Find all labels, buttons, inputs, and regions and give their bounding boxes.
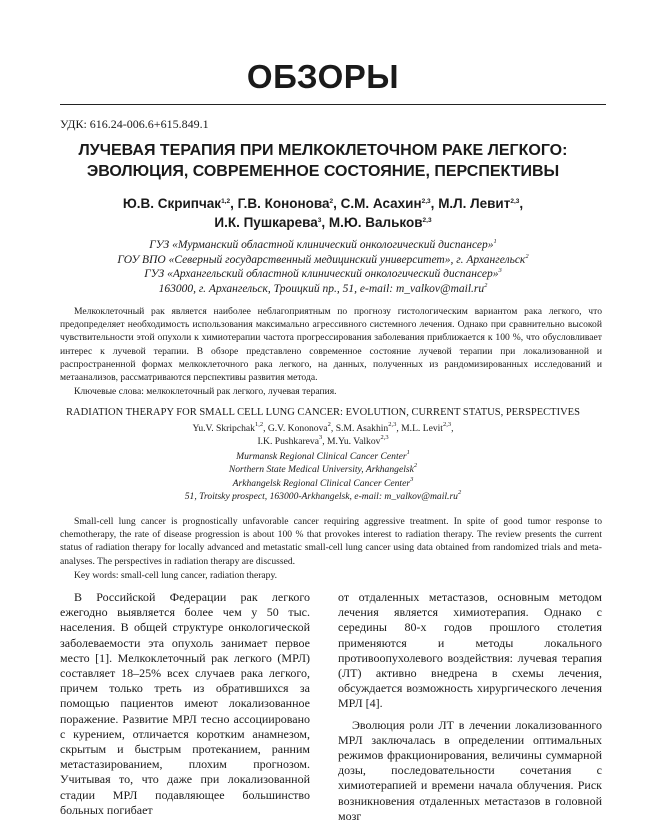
affiliation-text: Murmansk Regional Clinical Cancer Center	[236, 451, 407, 462]
affiliation-text: ГУЗ «Мурманский областной клинический онкологический диспансер»	[149, 239, 494, 251]
body-paragraph: Эволюция роли ЛТ в лечении локализованного МРЛ заключалась в определении оптимальных режимов фракционирования, величины суммарной дозы, последовательности сочетания с химиотерапией и времени начала облучения. Риск возникновения отдаленных метастазов в головной мозг	[338, 717, 602, 823]
author-affil-index: 2,3	[510, 198, 520, 205]
section-title: ОБЗОРЫ	[246, 58, 400, 95]
title-line-1: ЛУЧЕВАЯ ТЕРАПИЯ ПРИ МЕЛКОКЛЕТОЧНОМ РАКЕ ЛЕГКОГО:	[78, 142, 568, 159]
author-separator: ,	[396, 423, 402, 434]
author-name: M.Yu. Valkov	[327, 436, 381, 448]
body-column-left	[60, 590, 310, 818]
body-paragraph: В Российской Федерации рак легкого ежегодно выявляется более чем у 50 тыс. населения. В общей структуре онкологической заболеваемости эта опухоль занимает первое место [1]. Мелкоклеточный рак легкого (МРЛ) составляет 18–25% всех случаев рака легкого, причем только треть из обратившихся за помощью пациентов имеют локализованное поражение. Развитие МРЛ тесно ассоциировано с курением, отличается коротким анамнезом, скрытым и быстрым протеканием, ранним метастазированием, плохим прогнозом. Учитывая то, что даже при локализованной стадии МРЛ подавляющее большинство больных погибает	[60, 590, 310, 817]
abstract-en	[60, 515, 602, 582]
affiliation-address	[40, 282, 606, 297]
affiliation-index: 2	[525, 252, 529, 260]
author-affil-index: 3	[318, 434, 323, 442]
author-separator: ,	[519, 196, 524, 211]
abstract-en-text: Small-cell lung cancer is prognostically unfavorable cancer requiring aggressive treatment. In spite of good tumor response to chemotherapy, the rate of disease progression is about 100 % that provokes interest to radiation therapy. The review presents the current status of radiation therapy for locally advanced and metastatic small-cell lung cancer using data obtained from randomized trials and meta-analyses. The perspectives in radiation therapy are discussed.	[60, 516, 602, 567]
affiliation	[40, 253, 606, 268]
author-separator: ,	[430, 196, 439, 211]
body-column-right	[338, 590, 602, 824]
author-affil-index: 1,2	[221, 198, 231, 205]
author-list	[40, 194, 606, 232]
affiliation	[40, 238, 606, 253]
affiliation-text: Northern State Medical University, Arkhangelsk	[228, 464, 414, 476]
author-affil-index: 1,2	[254, 421, 264, 428]
author-name: И.К. Пушкарева	[214, 215, 318, 230]
english-author-list	[40, 422, 606, 449]
author-separator: ,	[321, 215, 329, 230]
author-name: Ю.В. Скрипчак	[122, 196, 222, 211]
author-separator: ,	[451, 423, 454, 434]
affiliation-text: ГУЗ «Архангельский областной клинический онкологический диспансер»	[144, 268, 499, 280]
address-index: 2	[457, 488, 462, 496]
author-affil-index: 2,3	[421, 198, 431, 205]
author-separator: ,	[322, 436, 328, 448]
english-title: RADIATION THERAPY FOR SMALL CELL LUNG CANCER: EVOLUTION, CURRENT STATUS, PERSPECTIVES	[66, 407, 580, 418]
author-name: I.K. Pushkareva	[257, 436, 319, 448]
header-rule	[60, 104, 606, 105]
affiliation	[40, 477, 606, 490]
author-name: M.L. Levit	[401, 423, 443, 434]
body-paragraph-continued: от отдаленных метастазов, основным методом лечения является химиотерапия. Однако с середины 80-х годов прошлого столетия применяются и методы локального противоопухолевого воздействия: лучевая терапия (ЛТ) активно внедрена в схемы лечения, обсуждается возможность хирургического лечения МРЛ [4].	[338, 590, 602, 711]
author-affil-index: 3	[317, 217, 322, 224]
author-separator: ,	[333, 196, 341, 211]
address-index: 2	[484, 281, 488, 289]
title-line-2: ЭВОЛЮЦИЯ, СОВРЕМЕННОЕ СОСТОЯНИЕ, ПЕРСПЕКТИВЫ	[86, 163, 560, 180]
author-name: М.Ю. Вальков	[328, 215, 423, 230]
udk-code: УДК: 616.24-006.6+615.849.1	[60, 117, 209, 131]
author-line-1	[40, 194, 606, 213]
author-separator: ,	[263, 423, 268, 434]
affiliation	[40, 463, 606, 476]
abstract-ru	[60, 305, 602, 398]
abstract-ru-text: Мелкоклеточный рак является наиболее неблагоприятным по прогнозу гистологическим вариантом рака легкого, что предопределяет необходимость использования максимально агрессивного системного лечения. Однако при сравнительно высокой чувствительности этой опухоли к химиотерапии частота прогрессирования заболевания приближается к 100 %, что обусловливает интерес к лучевой терапии. В обзоре представлено современное состояние лучевой терапии при локализованной и распространенной формах мелкоклеточного рака легкого, на данных, полученных из рандомизированных исследований и метаанализов, рассматриваются перспективы развития метода.	[60, 306, 602, 384]
author-line-2	[40, 213, 606, 232]
author-affil-index: 2,3	[442, 421, 452, 428]
english-affiliation-list	[40, 450, 606, 503]
affiliation-text: ГОУ ВПО «Северный государственный медицинский университет», г. Архангельск	[117, 253, 526, 266]
article-title	[40, 140, 606, 182]
author-affil-index: 2,3	[388, 421, 397, 428]
author-name: М.Л. Левит	[438, 196, 511, 211]
affiliation	[40, 267, 606, 282]
author-name: S.M. Asakhin	[335, 423, 389, 434]
author-affil-index: 2	[329, 198, 334, 205]
affiliation-index: 3	[410, 475, 414, 483]
affiliation-text: Arkhangelsk Regional Clinical Cancer Center	[232, 477, 411, 489]
author-affil-index: 2,3	[422, 217, 432, 224]
affiliation-index: 3	[498, 267, 502, 274]
english-author-line-2	[40, 435, 606, 448]
keywords-ru: Ключевые слова: мелкоклеточный рак легкого, лучевая терапия.	[74, 386, 337, 398]
affiliation-index: 2	[413, 462, 418, 470]
author-affil-index: 2	[327, 421, 331, 428]
author-separator: ,	[330, 423, 336, 434]
affiliation-index: 1	[493, 238, 497, 245]
author-affil-index: 2,3	[380, 434, 389, 442]
author-separator: ,	[230, 196, 238, 211]
english-author-line-1	[40, 422, 606, 435]
affiliation	[40, 450, 606, 463]
author-name: Г.В. Кононова	[237, 196, 330, 211]
address-text: 51, Troitsky prospect, 163000-Arkhangelsk, e-mail: m_valkov@mail.ru	[184, 490, 458, 502]
address-text: 163000, г. Архангельск, Троицкий пр., 51, e-mail: m_valkov@mail.ru	[158, 282, 485, 295]
author-name: Yu.V. Skripchak	[192, 423, 255, 434]
affiliation-list	[40, 238, 606, 296]
author-name: G.V. Kononova	[267, 423, 328, 434]
affiliation-address	[40, 490, 606, 503]
author-name: С.М. Асахин	[340, 196, 422, 211]
affiliation-index: 1	[406, 449, 410, 456]
keywords-en: Key words: small-cell lung cancer, radiation therapy.	[74, 569, 278, 581]
